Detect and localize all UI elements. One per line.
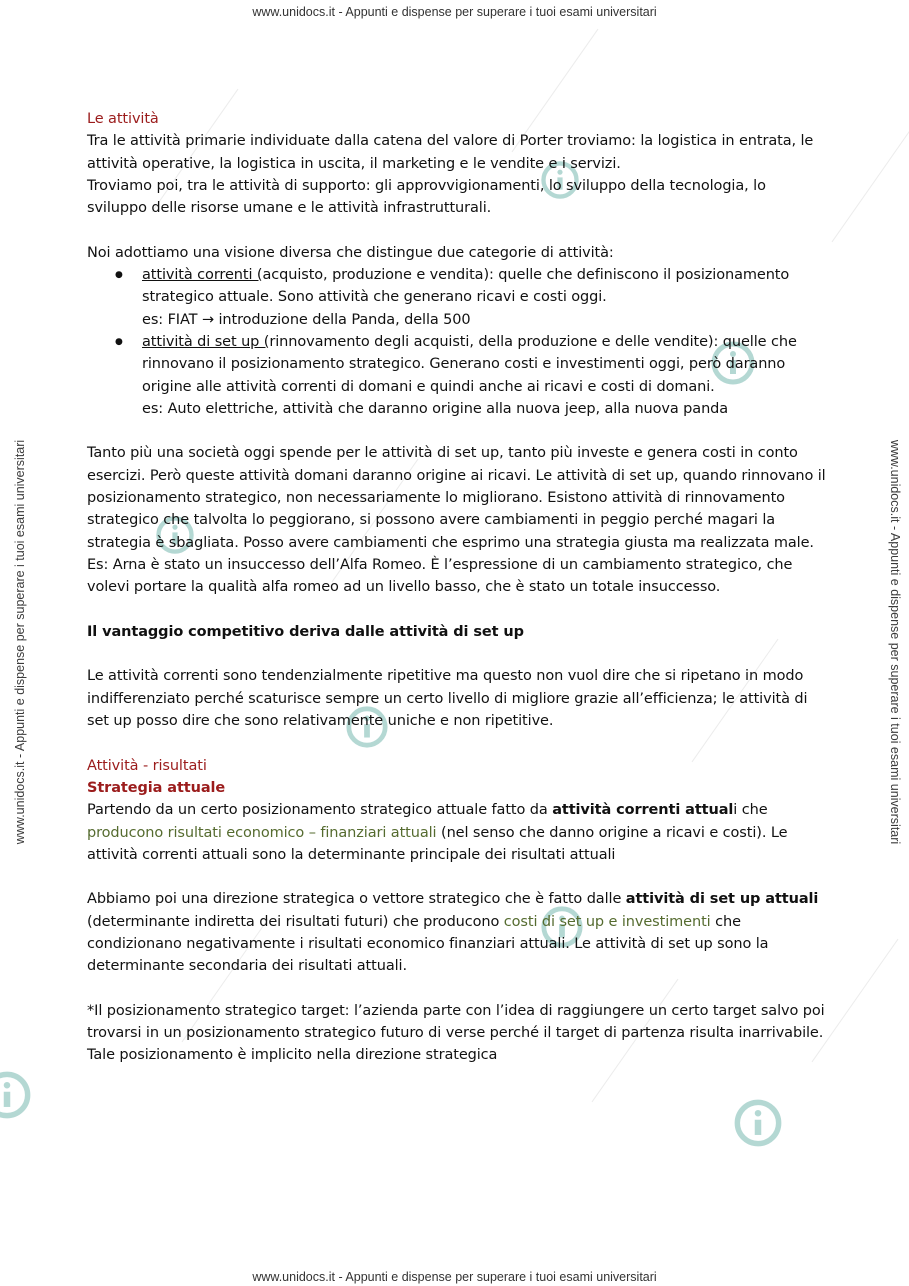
- section-heading: Le attività: [87, 111, 159, 127]
- paragraph: Troviamo poi, tra le attività di supporto: gli approvvigionamenti, lo sviluppo della tecnologia, lo sviluppo delle risorse umane e le attività infrastrutturali.: [87, 177, 766, 217]
- bullet-term: attività correnti (: [142, 267, 263, 284]
- bullet-example: es: FIAT → introduzione della Panda, della 500: [142, 311, 471, 328]
- paragraph: Partendo da un certo posizionamento strategico attuale fatto da attività correnti attuali che producono risultati economico – finanziari attuali (nel senso che danno origine a ricavi e costi). Le attività correnti attuali sono la determinante principale dei risultati attuali: [87, 802, 788, 863]
- unidocs-logo-icon: [733, 1098, 783, 1148]
- watermark-right: www.unidocs.it - Appunti e dispense per superare i tuoi esami universitari: [888, 439, 902, 845]
- bullet-text: rinnovamento degli acquisti, della produzione e delle vendite): quelle che rinnovano il posizionamento strategico. Generano costi e investimenti oggi, però daranno origine alle attività correnti di domani e quindi anche ai ricavi e costi di domani.: [142, 333, 797, 395]
- paragraph: Abbiamo poi una direzione strategica o vettore strategico che è fatto dalle attività di set up attuali (determinante indiretta dei risultati futuri) che producono costi di set up e investimenti che condizionano negativamente i risultati economico finanziari attuali. Le attività di set up sono la determinante secondaria dei risultati attuali.: [87, 891, 819, 975]
- paragraph: Tra le attività primarie individuate dalla catena del valore di Porter troviamo: la logistica in entrata, le attività operative, la logistica in uscita, il marketing e le vendite e i servizi.: [87, 133, 814, 172]
- subsection-heading: Strategia attuale: [87, 779, 226, 796]
- paragraph: Le attività correnti sono tendenzialmente ripetitive ma questo non vuol dire che si ripetano in modo indifferenziato perché scaturisce sempre un certo livello di migliore grazie all’efficienza; le attività di set up posso dire che sono relativamente uniche e non ripetitive.: [87, 668, 808, 730]
- paragraph: *Il posizionamento strategico target: l’azienda parte con l’idea di raggiungere un certo target salvo poi trovarsi in un posizionamento strategico futuro di verse perché il target di partenza risulta inarrivabile. Tale posizionamento è implicito nella direzione strategica: [87, 1002, 825, 1064]
- watermark-line: [832, 119, 909, 242]
- section-heading: Attività - risultati: [87, 757, 207, 774]
- paragraph: Es: Arna è stato un insuccesso dell’Alfa Romeo. È l’espressione di un cambiamento strategico, che volevi portare la qualità alfa romeo ad un livello basso, che è stato un totale insuccesso.: [87, 556, 793, 596]
- unidocs-logo-icon: [0, 1070, 32, 1120]
- bullet-text: acquisto, produzione e vendita): quelle che definiscono il posizionamento strategico attuale. Sono attività che generano ricavi e costi oggi.: [142, 267, 790, 306]
- bullet-list: [87, 264, 827, 420]
- list-item: [142, 331, 827, 420]
- document-body: [87, 108, 827, 1067]
- watermark-header: www.unidocs.it - Appunti e dispense per superare i tuoi esami universitari: [252, 5, 657, 19]
- bullet-example: es: Auto elettriche, attività che daranno origine alla nuova jeep, alla nuova panda: [142, 400, 729, 417]
- watermark-footer: www.unidocs.it - Appunti e dispense per superare i tuoi esami universitari: [252, 1270, 657, 1284]
- paragraph: Noi adottiamo una visione diversa che distingue due categorie di attività:: [87, 244, 614, 261]
- bold-statement: Il vantaggio competitivo deriva dalle attività di set up: [87, 623, 524, 640]
- paragraph: Tanto più una società oggi spende per le attività di set up, tanto più investe e genera costi in conto esercizi. Però queste attività domani daranno origine ai ricavi. Le attività di set up, quando rinnovano il posizionamento strategico, non necessariamente lo migliorano. Esistono attività di rinnovamento strategico che talvolta lo peggiorano, si possono avere cambiamenti in peggio perché magari la strategia è sbagliata. Posso avere cambiamenti che esprimo una strategia giusta ma realizzata male.: [87, 445, 826, 551]
- watermark-left: www.unidocs.it - Appunti e dispense per superare i tuoi esami universitari: [13, 439, 27, 845]
- bullet-term: attività di set up (: [142, 333, 270, 350]
- list-item: [142, 264, 827, 331]
